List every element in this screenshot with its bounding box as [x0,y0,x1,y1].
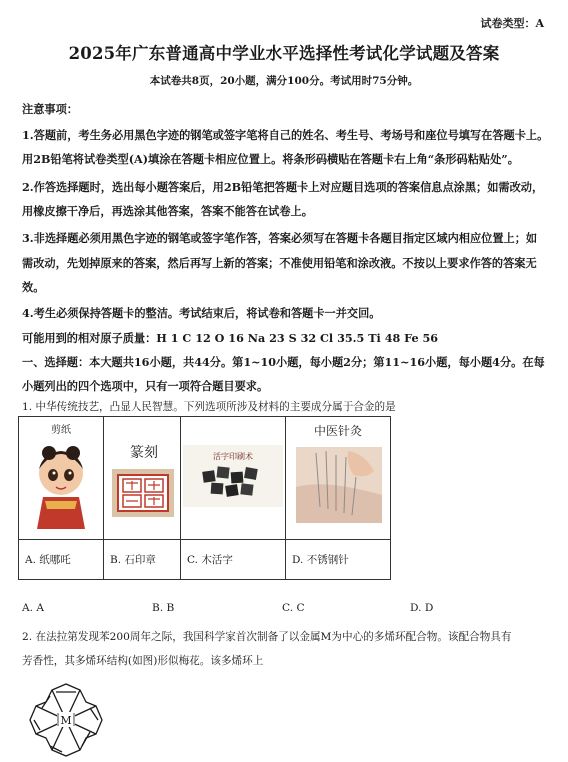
option-image-cell [19,417,104,540]
q1-stem: 1. 中华传统技艺，凸显人民智慧。下列选项所涉及材料的主要成分属于合金的是 [22,401,396,413]
q1-options-table [18,416,391,580]
polyene-ring-structure [22,680,110,760]
notes-heading: 注意事项： [22,102,78,116]
paper-type-label: 试卷类型：A [480,17,544,30]
note-line: 4.考生必须保持答题卡的整洁。考试结束后，将试卷和答题卡一并交回。 [22,306,381,320]
option-image-cell [181,417,286,540]
image-caption: 篆刻 [130,444,158,460]
note-line: 效。 [22,280,45,294]
image-caption: 中医针灸 [313,424,363,438]
note-line: 需改动，先划掉原来的答案，然后再写上新的答案；不准使用铅笔和涂改液。不按以上要求作答的答案无 [22,256,537,270]
section-heading: 小题列出的四个选项中，只有一项符合题目要求。 [22,379,269,393]
option-image-cell [286,417,391,540]
option-image-cell [104,417,181,540]
stone-seal-image [104,417,180,535]
option-label: A. 纸哪吒 [19,540,104,580]
paper-cut-nezha-image [19,417,103,535]
answer-choice-d[interactable]: D. D [410,602,434,614]
option-label: C. 木活字 [181,540,286,580]
answer-choice-b[interactable]: B. B [152,602,175,614]
acupuncture-image [286,417,390,535]
answer-choice-a[interactable]: A. A [22,602,45,614]
q2-stem: 芳香性，其多烯环结构(如图)形似梅花。该多烯环上 [22,655,264,667]
note-line: 用2B铅笔将试卷类型(A)填涂在答题卡相应位置上。将条形码横贴在答题卡右上角“条形码粘贴处”。 [22,152,519,166]
image-caption: 活字印刷术 [213,452,253,461]
section-heading: 一、选择题：本大题共16小题，共44分。第1~10小题，每小题2分；第11~16小题，每小题4分。在每 [22,355,545,369]
note-line: 1.答题前，考生务必用黑色字迹的钢笔或签字笔将自己的姓名、考生号、考场号和座位号填写在答题卡上。 [22,128,549,142]
option-label: B. 石印章 [104,540,181,580]
exam-subtitle: 本试卷共8页，20小题，满分100分。考试用时75分钟。 [149,75,419,87]
answer-choice-c[interactable]: C. C [282,602,305,614]
exam-title: 2025年广东普通高中学业水平选择性考试化学试题及答案 [68,44,500,63]
image-caption: 剪纸 [51,425,71,436]
movable-type-image [181,417,285,535]
note-line: 2.作答选择题时，选出每小题答案后，用2B铅笔把答题卡上对应题目选项的答案信息点涂黑；如需改动， [22,180,544,194]
q2-stem: 2. 在法拉第发现苯200周年之际，我国科学家首次制备了以金属M为中心的多烯环配合物。该配合物具有 [22,631,512,643]
atomic-masses: 可能用到的相对原子质量：H 1 C 12 O 16 Na 23 S 32 Cl 35.5 Ti 48 Fe 56 [22,331,439,345]
note-line: 用橡皮擦干净后，再选涂其他答案，答案不能答在试卷上。 [22,204,313,218]
note-line: 3.非选择题必须用黑色字迹的钢笔或签字笔作答，答案必须写在答题卡各题目指定区域内相应位置上；如 [22,231,538,245]
metal-center-label: M [60,714,72,727]
option-label: D. 不锈钢针 [286,540,391,580]
